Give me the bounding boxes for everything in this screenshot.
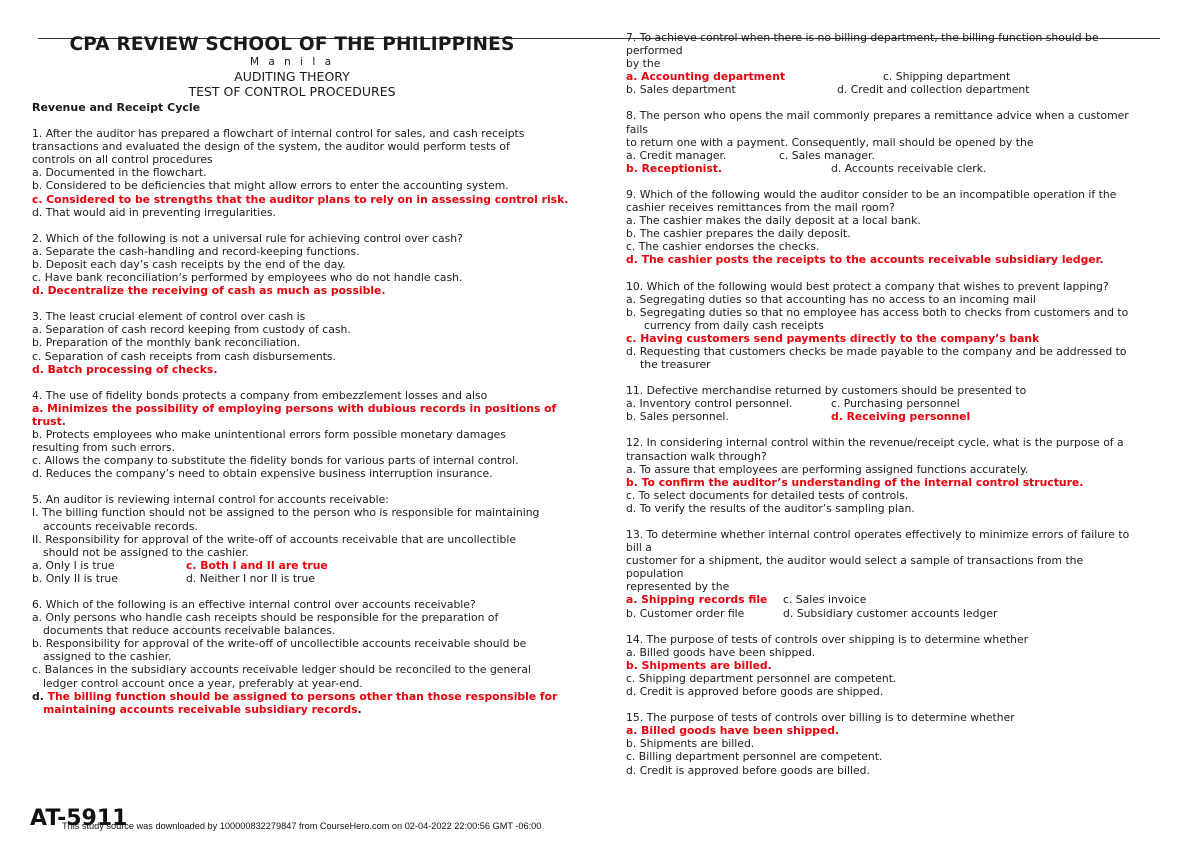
choices-row-1 xyxy=(626,70,1166,83)
choice-d: d. Credit and collection department xyxy=(837,83,1030,97)
question-text: controls on all control procedures xyxy=(32,153,213,167)
question-text: customer for a shipment, the auditor would select a sample of transactions from the xyxy=(626,554,1084,568)
question-6 xyxy=(32,598,580,716)
question-text: 1. After the auditor has prepared a flowchart of internal control for sales, and cash receipts xyxy=(32,127,525,141)
question-1 xyxy=(32,127,580,219)
question-7 xyxy=(626,31,1166,96)
choices-row-1 xyxy=(32,559,580,572)
question-14 xyxy=(626,633,1166,698)
choice-c: c. Shipping department personnel are competent. xyxy=(626,671,897,685)
choice-b: b. Responsibility for approval of the write-off of uncollectible accounts receivable should be xyxy=(32,637,527,651)
choices-row-2 xyxy=(626,607,1166,620)
choice-d-letter: d. xyxy=(32,689,44,703)
choice-a: a. Only I is true xyxy=(32,558,115,572)
choice-c: c. Have bank reconciliation’s performed by employees who do not handle cash. xyxy=(32,271,463,285)
question-11 xyxy=(626,384,1166,423)
choice-c-cont: ledger control account once a year, preferably at year-end. xyxy=(43,676,363,690)
question-8 xyxy=(626,109,1166,174)
choice-b-cont: currency from daily cash receipts xyxy=(644,318,824,332)
question-text: 9. Which of the following would the auditor consider to be an incompatible operation if the xyxy=(626,187,1117,201)
question-13 xyxy=(626,528,1166,620)
document-code: AT-5911 xyxy=(30,806,128,831)
choice-c: c. Shipping department xyxy=(883,70,1011,84)
choice-d: d. That would aid in preventing irregularities. xyxy=(32,205,276,219)
question-text: 14. The purpose of tests of controls over shipping is to determine whether xyxy=(626,632,1029,646)
choices-row-1 xyxy=(626,593,1166,606)
choice-c: c. Sales invoice xyxy=(783,593,867,607)
left-column xyxy=(32,34,580,716)
choice-c: c. The cashier endorses the checks. xyxy=(626,240,820,254)
question-text: 7. To achieve control when there is no billing department, the billing function should be xyxy=(626,31,1099,44)
question-text: fails xyxy=(626,122,649,136)
choice-a: a. To assure that employees are performing assigned functions accurately. xyxy=(626,462,1029,476)
choice-b: b. Segregating duties so that no employee has access both to checks from customers and to xyxy=(626,305,1129,319)
question-text: represented by the xyxy=(626,580,730,594)
choice-b: b. Considered to be deficiencies that might allow errors to enter the accounting system. xyxy=(32,179,509,193)
choice-a: a. Billed goods have been shipped. xyxy=(626,645,816,659)
choice-d-text-cont: maintaining accounts receivable subsidiary records xyxy=(43,702,358,716)
question-text: performed xyxy=(626,44,683,58)
document-header xyxy=(32,34,552,99)
question-text: transactions and evaluated the design of the system, the auditor would perform tests of xyxy=(32,140,510,154)
question-5 xyxy=(32,493,580,585)
choice-b: b. Preparation of the monthly bank reconciliation. xyxy=(32,336,301,350)
question-text: 13. To determine whether internal control operates effectively to minimize errors of failure to xyxy=(626,528,1130,541)
choice-d: d. To verify the results of the auditor’s sampling plan. xyxy=(626,501,915,515)
choice-c: c. Balances in the subsidiary accounts receivable ledger should be reconciled to the general xyxy=(32,663,531,677)
download-watermark: This study source was downloaded by 100000832279847 from CourseHero.com on 02-04-2022 22:00:56 GMT -06:00 xyxy=(62,821,542,831)
question-text: 11. Defective merchandise returned by customers should be presented to xyxy=(626,384,1027,398)
choice-b: b. Sales personnel. xyxy=(626,410,729,424)
choice-b-answer: b. Receptionist. xyxy=(626,161,723,175)
choice-d: d. Neither I nor II is true xyxy=(186,571,315,585)
question-text: 15. The purpose of tests of controls over billing is to determine whether xyxy=(626,711,1015,725)
choice-d: d. Reduces the company’s need to obtain expensive business interruption insurance. xyxy=(32,467,493,481)
choice-d-answer: d. The cashier posts the receipts to the accounts receivable subsidiary ledger. xyxy=(626,253,1104,267)
question-text: transaction walk through? xyxy=(626,449,767,463)
choice-a-answer: a. Accounting department xyxy=(626,70,786,84)
choice-a: a. Inventory control personnel. xyxy=(626,397,793,411)
choices-row-2 xyxy=(32,572,580,585)
choice-c: c. Sales manager. xyxy=(779,148,875,162)
choice-d: d. Accounts receivable clerk. xyxy=(831,161,987,175)
question-text: cashier receives remittances from the mail room? xyxy=(626,201,895,215)
choice-b-answer: b. Shipments are billed. xyxy=(626,658,772,672)
choice-b-cont: resulting from such errors. xyxy=(32,441,176,455)
choice-a: a. Only persons who handle cash receipts should be responsible for the preparation of xyxy=(32,611,499,625)
choice-b: b. Customer order file xyxy=(626,606,745,620)
choice-c-answer: c. Having customers send payments directly to the company’s bank xyxy=(626,331,1040,345)
question-text: population xyxy=(626,567,684,581)
choice-b: b. Only II is true xyxy=(32,571,118,585)
choice-c: c. Purchasing personnel xyxy=(831,397,960,411)
choice-d: d. Credit is approved before goods are shipped. xyxy=(626,685,884,699)
choice-a: a. Separate the cash-handling and record-keeping functions. xyxy=(32,244,360,258)
statement-i: I. The billing function should not be assigned to the person who is responsible for maintaining xyxy=(32,506,540,520)
question-text: 12. In considering internal control within the revenue/receipt cycle, what is the purpose of a xyxy=(626,436,1124,450)
choice-b: b. Deposit each day’s cash receipts by the end of the day. xyxy=(32,257,346,271)
choice-b: b. Sales department xyxy=(626,83,736,97)
question-text: bill a xyxy=(626,541,652,555)
statement-ii-cont: should not be assigned to the cashier. xyxy=(43,545,249,559)
choice-b-cont: assigned to the cashier. xyxy=(43,650,172,664)
choice-d-answer: d. Batch processing of checks. xyxy=(32,362,218,376)
choice-a: a. Documented in the flowchart. xyxy=(32,166,207,180)
statement-i-cont: accounts receivable records. xyxy=(43,519,198,533)
choice-d-text: The billing function should be assigned to persons other than those responsible for xyxy=(47,689,558,703)
statement-ii: II. Responsibility for approval of the write-off of accounts receivable that are uncollectible xyxy=(32,532,516,546)
question-text: to return one with a payment. Consequently, mail should be opened by the xyxy=(626,135,1034,149)
question-text: by the xyxy=(626,57,661,71)
choice-b-answer: b. To confirm the auditor’s understanding of the internal control structure. xyxy=(626,475,1084,489)
question-2 xyxy=(32,232,580,297)
choice-d-answer: d. Receiving personnel xyxy=(831,410,971,424)
choice-b: b. Protects employees who make unintentional errors form possible monetary damages xyxy=(32,427,506,441)
subject-title: AUDITING THEORY xyxy=(234,69,350,84)
question-text: 8. The person who opens the mail commonly prepares a remittance advice when a customer xyxy=(626,109,1129,123)
question-3 xyxy=(32,310,580,375)
choice-d-period: . xyxy=(357,702,362,716)
choice-a-answer: a. Shipping records file xyxy=(626,593,768,607)
right-column xyxy=(626,31,1166,777)
choices-row-2 xyxy=(626,83,1166,96)
question-text: 5. An auditor is reviewing internal control for accounts receivable: xyxy=(32,493,389,507)
question-text: 6. Which of the following is an effective internal control over accounts receivable? xyxy=(32,598,476,611)
section-heading: Revenue and Receipt Cycle xyxy=(32,101,201,114)
question-text: 3. The least crucial element of control over cash is xyxy=(32,310,306,324)
choice-c-answer: c. Considered to be strengths that the auditor plans to rely on in assessing control risk. xyxy=(32,192,569,206)
choice-d-cont: the treasurer xyxy=(640,358,711,372)
choice-d-answer: d. Decentralize the receiving of cash as much as possible. xyxy=(32,284,386,298)
choices-row-1 xyxy=(626,397,1166,410)
choice-a: a. Segregating duties so that accounting has no access to an incoming mail xyxy=(626,292,1036,306)
choice-d: d. Requesting that customers checks be made payable to the company and be addressed to xyxy=(626,344,1127,358)
choice-a-cont: documents that reduce accounts receivable balances. xyxy=(43,624,336,638)
question-4 xyxy=(32,389,580,481)
choice-d: d. Credit is approved before goods are billed. xyxy=(626,763,870,777)
question-12 xyxy=(626,436,1166,515)
choice-a-answer: a. Minimizes the possibility of employing persons with dubious records in positions of trust. xyxy=(32,401,557,428)
choice-a: a. The cashier makes the daily deposit at a local bank. xyxy=(626,214,921,228)
question-10 xyxy=(626,280,1166,372)
city: M a n i l a xyxy=(249,56,335,68)
choice-a-answer: a. Billed goods have been shipped. xyxy=(626,724,840,738)
school-name: CPA REVIEW SCHOOL OF THE PHILIPPINES xyxy=(69,34,515,55)
question-text: 2. Which of the following is not a universal rule for achieving control over cash? xyxy=(32,231,463,245)
choice-b: b. The cashier prepares the daily deposit. xyxy=(626,227,851,241)
choice-c: c. To select documents for detailed tests of controls. xyxy=(626,488,909,502)
choice-d: d. Subsidiary customer accounts ledger xyxy=(783,606,998,620)
test-title: TEST OF CONTROL PROCEDURES xyxy=(188,84,396,99)
choice-d-cont xyxy=(32,703,580,716)
choice-a: a. Credit manager. xyxy=(626,148,727,162)
choice-c: c. Separation of cash receipts from cash disbursements. xyxy=(32,349,336,363)
choices-row-2 xyxy=(626,410,1166,423)
choices-row-2 xyxy=(626,162,1166,175)
choice-b: b. Shipments are billed. xyxy=(626,737,755,751)
choices-row-1 xyxy=(626,149,1166,162)
choice-c: c. Billing department personnel are competent. xyxy=(626,750,883,764)
choice-c: c. Allows the company to substitute the fidelity bonds for various parts of internal control. xyxy=(32,454,519,468)
choice-a: a. Separation of cash record keeping from custody of cash. xyxy=(32,323,351,337)
question-15 xyxy=(626,711,1166,776)
choice-d-answer xyxy=(32,690,580,703)
question-9 xyxy=(626,188,1166,267)
question-text: 4. The use of fidelity bonds protects a company from embezzlement losses and also xyxy=(32,388,488,402)
choice-c-answer: c. Both I and II are true xyxy=(186,558,328,572)
question-text: 10. Which of the following would best protect a company that wishes to prevent lapping? xyxy=(626,279,1109,293)
